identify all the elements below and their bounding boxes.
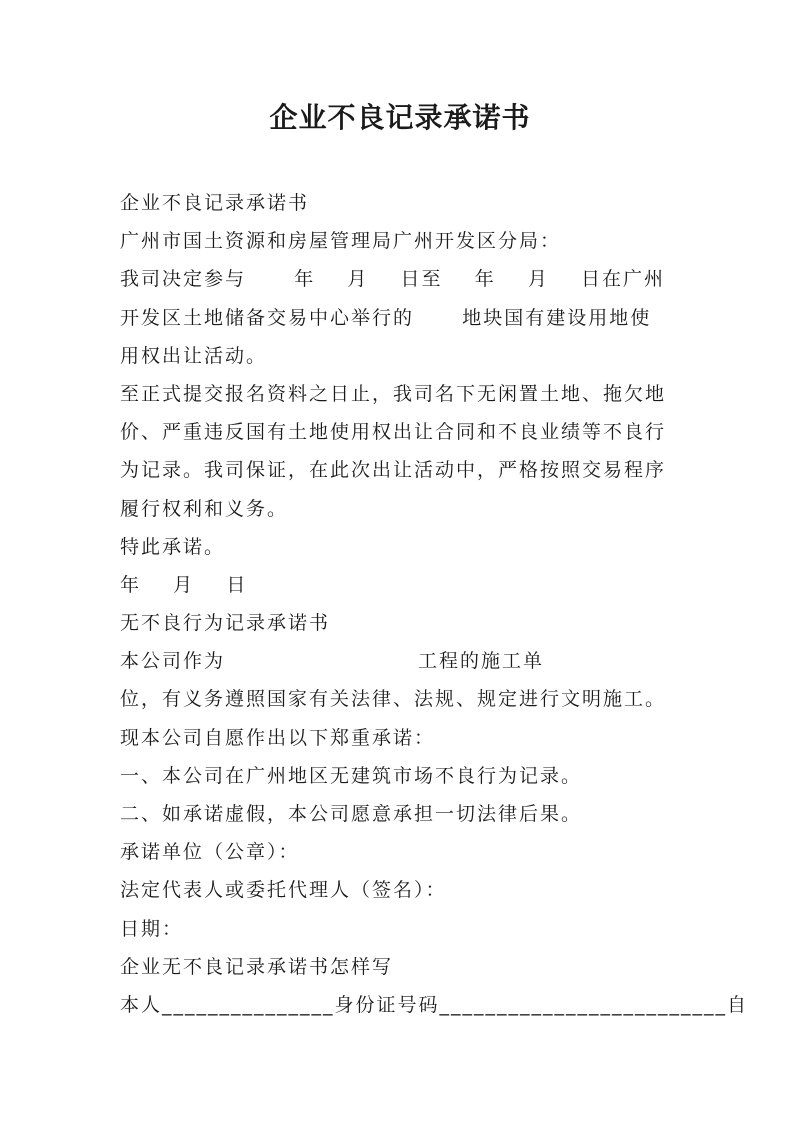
- body-line: 承诺单位（公章）：: [120, 841, 300, 864]
- body-line: 至正式提交报名资料之日止，我司名下无闲置土地、拖欠地: [120, 382, 667, 405]
- body-line: 用权出让活动。: [120, 344, 268, 367]
- body-line: 现本公司自愿作出以下郑重承诺：: [120, 726, 436, 749]
- body-line: 本人_______________身份证号码_________________________自: [120, 993, 749, 1016]
- body-line: 无不良行为记录承诺书: [120, 612, 331, 635]
- body-line: 年 月 日: [120, 573, 248, 596]
- body-line: 我司决定参与 年 月 日至 年 月 日在广州: [120, 268, 666, 291]
- body-line: 一、本公司在广州地区无建筑市场不良行为记录。: [120, 764, 583, 787]
- body-line: 二、如承诺虚假，本公司愿意承担一切法律后果。: [120, 803, 583, 825]
- document-body: [120, 184, 749, 1024]
- body-line: 开发区土地储备交易中心举行的 地块国有建设用地使: [120, 306, 652, 329]
- body-line: 本公司作为 工程的施工单: [120, 650, 544, 673]
- body-line: 日期：: [120, 917, 184, 940]
- body-line: 企业无不良记录承诺书怎样写: [120, 955, 394, 978]
- body-line: 广州市国土资源和房屋管理局广州开发区分局：: [120, 230, 562, 253]
- body-line: 特此承诺。: [120, 535, 226, 558]
- body-line: 为记录。我司保证，在此次出让活动中，严格按照交易程序: [120, 459, 667, 482]
- body-line: 履行权利和义务。: [120, 497, 289, 520]
- body-line: 价、严重违反国有土地使用权出让合同和不良业绩等不良行: [120, 421, 667, 444]
- body-line: 位，有义务遵照国家有关法律、法规、规定进行文明施工。: [120, 688, 667, 711]
- body-line: 法定代表人或委托代理人（签名）：: [120, 879, 447, 902]
- document-title: 企业不良记录承诺书: [269, 101, 531, 134]
- body-line: 企业不良记录承诺书: [120, 192, 310, 214]
